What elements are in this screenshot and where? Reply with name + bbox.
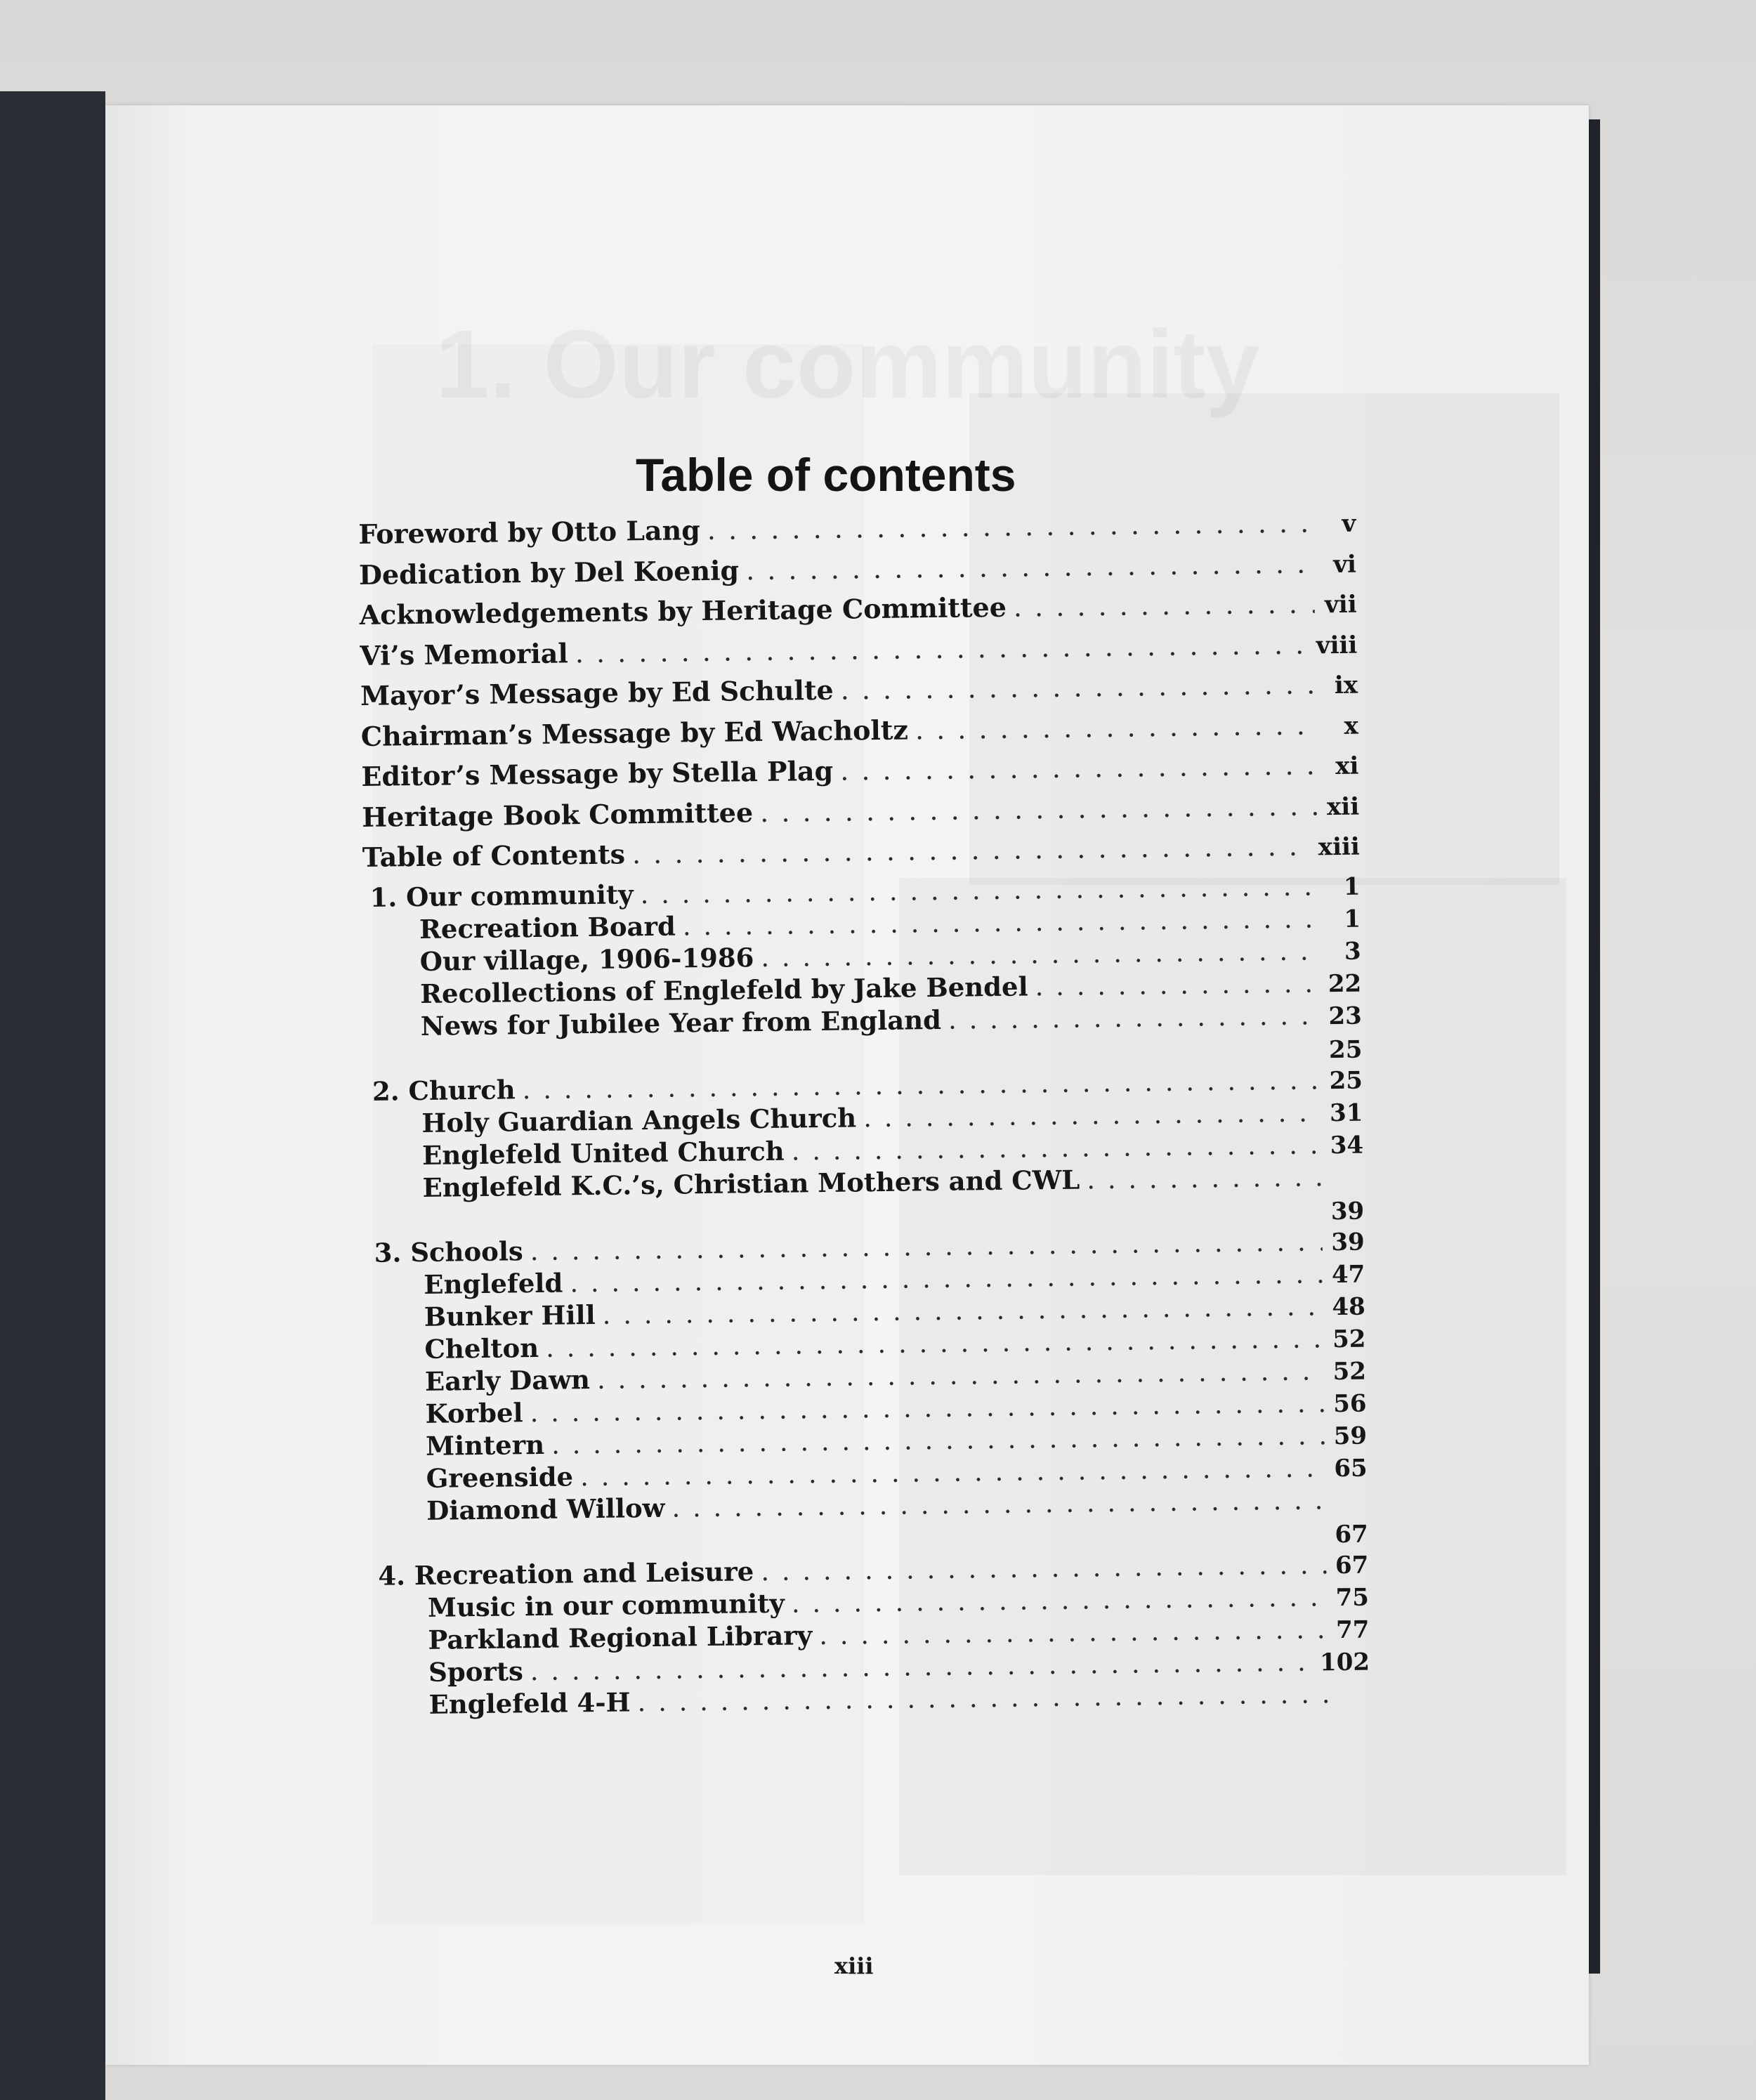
dot-leader xyxy=(1014,588,1315,622)
toc-entry-title: Mintern xyxy=(425,1429,545,1462)
toc-entry-title: Foreword by Otto Lang xyxy=(358,514,701,550)
toc-entry-title: News for Jubilee Year from England xyxy=(420,1004,942,1042)
toc-entry-title: Englefeld United Church xyxy=(421,1135,785,1171)
toc-entry-title: Mayor’s Message by Ed Schulte xyxy=(360,674,834,711)
dot-leader xyxy=(915,709,1316,745)
dot-leader xyxy=(746,548,1314,586)
toc-entry-title: Englefeld K.C.’s, Christian Mothers and CWL xyxy=(422,1164,1080,1203)
toc-entry-page xyxy=(1329,1185,1364,1186)
toc-entry-title: 2. Church xyxy=(372,1073,516,1107)
toc-entry-page: 48 xyxy=(1332,1292,1366,1321)
toc-entry-title: Table of Contents xyxy=(362,838,626,873)
toc-entry-page: 75 xyxy=(1335,1583,1370,1612)
toc-entry-title: Chairman’s Message by Ed Wacholtz xyxy=(360,713,909,752)
toc-entry-title: Vi’s Memorial xyxy=(360,636,569,671)
dot-leader xyxy=(1035,968,1319,1002)
toc-entry-page: 67 xyxy=(1335,1551,1369,1580)
toc-entry-page: 1 xyxy=(1343,872,1361,901)
toc-entry-title: Heritage Book Committee xyxy=(361,796,754,833)
toc-title: Table of contents xyxy=(636,449,1016,501)
toc-entry-page: x xyxy=(1344,711,1358,740)
toc-entry-page: 34 xyxy=(1330,1131,1364,1160)
dot-leader xyxy=(948,1000,1320,1035)
toc-entry-title: 4. Recreation and Leisure xyxy=(378,1555,754,1592)
dot-leader xyxy=(632,830,1311,869)
toc-entry-title: Chelton xyxy=(424,1332,539,1365)
dot-leader xyxy=(760,790,1318,828)
dot-leader xyxy=(863,1097,1321,1133)
toc-entry-page: 59 xyxy=(1333,1422,1368,1450)
page-number: xiii xyxy=(834,1953,874,1979)
book-cover-right xyxy=(1589,119,1600,1974)
section-gap-page: 67 xyxy=(1335,1520,1369,1549)
toc-entry-title: Early Dawn xyxy=(424,1363,591,1397)
section-gap-page: 25 xyxy=(1328,1035,1363,1064)
toc-entry-page: 47 xyxy=(1331,1260,1365,1289)
book-cover-left xyxy=(0,91,105,2100)
toc-entry-title: Korbel xyxy=(425,1396,523,1429)
toc-entry-page: 52 xyxy=(1332,1357,1367,1386)
toc-entry-title: Recreation Board xyxy=(419,910,676,945)
dot-leader xyxy=(840,749,1317,786)
toc-entry-title: Our village, 1906-1986 xyxy=(419,941,754,977)
toc-entry-page: 3 xyxy=(1344,937,1361,966)
toc-entry-title: Sports xyxy=(428,1655,524,1688)
toc-entry-page: 102 xyxy=(1319,1648,1370,1676)
toc-entry-page: 52 xyxy=(1332,1325,1366,1353)
section-gap-page: 39 xyxy=(1330,1197,1365,1226)
toc-entry-page: 23 xyxy=(1328,1002,1363,1030)
toc-entry-title: Bunker Hill xyxy=(424,1299,596,1332)
toc-entry-page: vii xyxy=(1324,590,1357,619)
dot-leader xyxy=(792,1582,1328,1618)
toc-entry-page: ix xyxy=(1334,671,1358,700)
dot-leader xyxy=(761,1549,1327,1587)
toc-entry-page: xii xyxy=(1326,792,1360,821)
dot-leader xyxy=(819,1614,1328,1651)
toc-entry-title: 3. Schools xyxy=(374,1235,523,1268)
toc-entry-title: Holy Guardian Angels Church xyxy=(421,1101,857,1138)
dot-leader xyxy=(707,507,1314,546)
toc-entry-title: Greenside xyxy=(426,1460,574,1494)
dot-leader xyxy=(761,936,1319,973)
toc-entry-title: Englefeld xyxy=(424,1267,563,1300)
toc-entry-title: 1. Our community xyxy=(369,878,634,913)
toc-entry-title: Music in our community xyxy=(427,1587,785,1623)
toc-entry-title: Acknowledgements by Heritage Committee xyxy=(359,591,1007,631)
toc-entry-page: 25 xyxy=(1329,1066,1363,1095)
dot-leader xyxy=(1087,1162,1322,1195)
toc-entry-title: Recollections of Englefeld by Jake Bendel xyxy=(420,970,1028,1009)
toc-entry-title: Parkland Regional Library xyxy=(428,1619,813,1655)
toc-entry-page: 31 xyxy=(1329,1098,1363,1127)
toc-entry-page: 56 xyxy=(1332,1389,1367,1418)
toc-entry-page: viii xyxy=(1316,631,1358,659)
toc-entry-page xyxy=(1332,1508,1368,1509)
dot-leader xyxy=(791,1129,1321,1166)
toc-entry-page: 22 xyxy=(1328,969,1362,998)
toc-entry-page: 77 xyxy=(1335,1615,1370,1644)
toc-entry-title: Dedication by Del Koenig xyxy=(358,553,740,591)
toc-entry-page: xiii xyxy=(1318,832,1361,862)
toc-entry-page: 1 xyxy=(1344,905,1361,933)
toc-entry-page: 39 xyxy=(1331,1228,1365,1256)
dot-leader xyxy=(637,1679,1328,1717)
toc-entry-title: Englefeld 4-H xyxy=(428,1686,631,1720)
toc-entry-page: xi xyxy=(1335,752,1359,781)
toc-entry-title: Editor’s Message by Stella Plag xyxy=(361,754,834,792)
dot-leader xyxy=(840,669,1316,705)
table-of-contents xyxy=(358,506,1370,1722)
toc-entry-page: vi xyxy=(1332,550,1357,579)
toc-entry-page: 65 xyxy=(1334,1454,1368,1483)
toc-entry-title: Diamond Willow xyxy=(426,1492,665,1526)
toc-entry-page: v xyxy=(1342,509,1356,538)
